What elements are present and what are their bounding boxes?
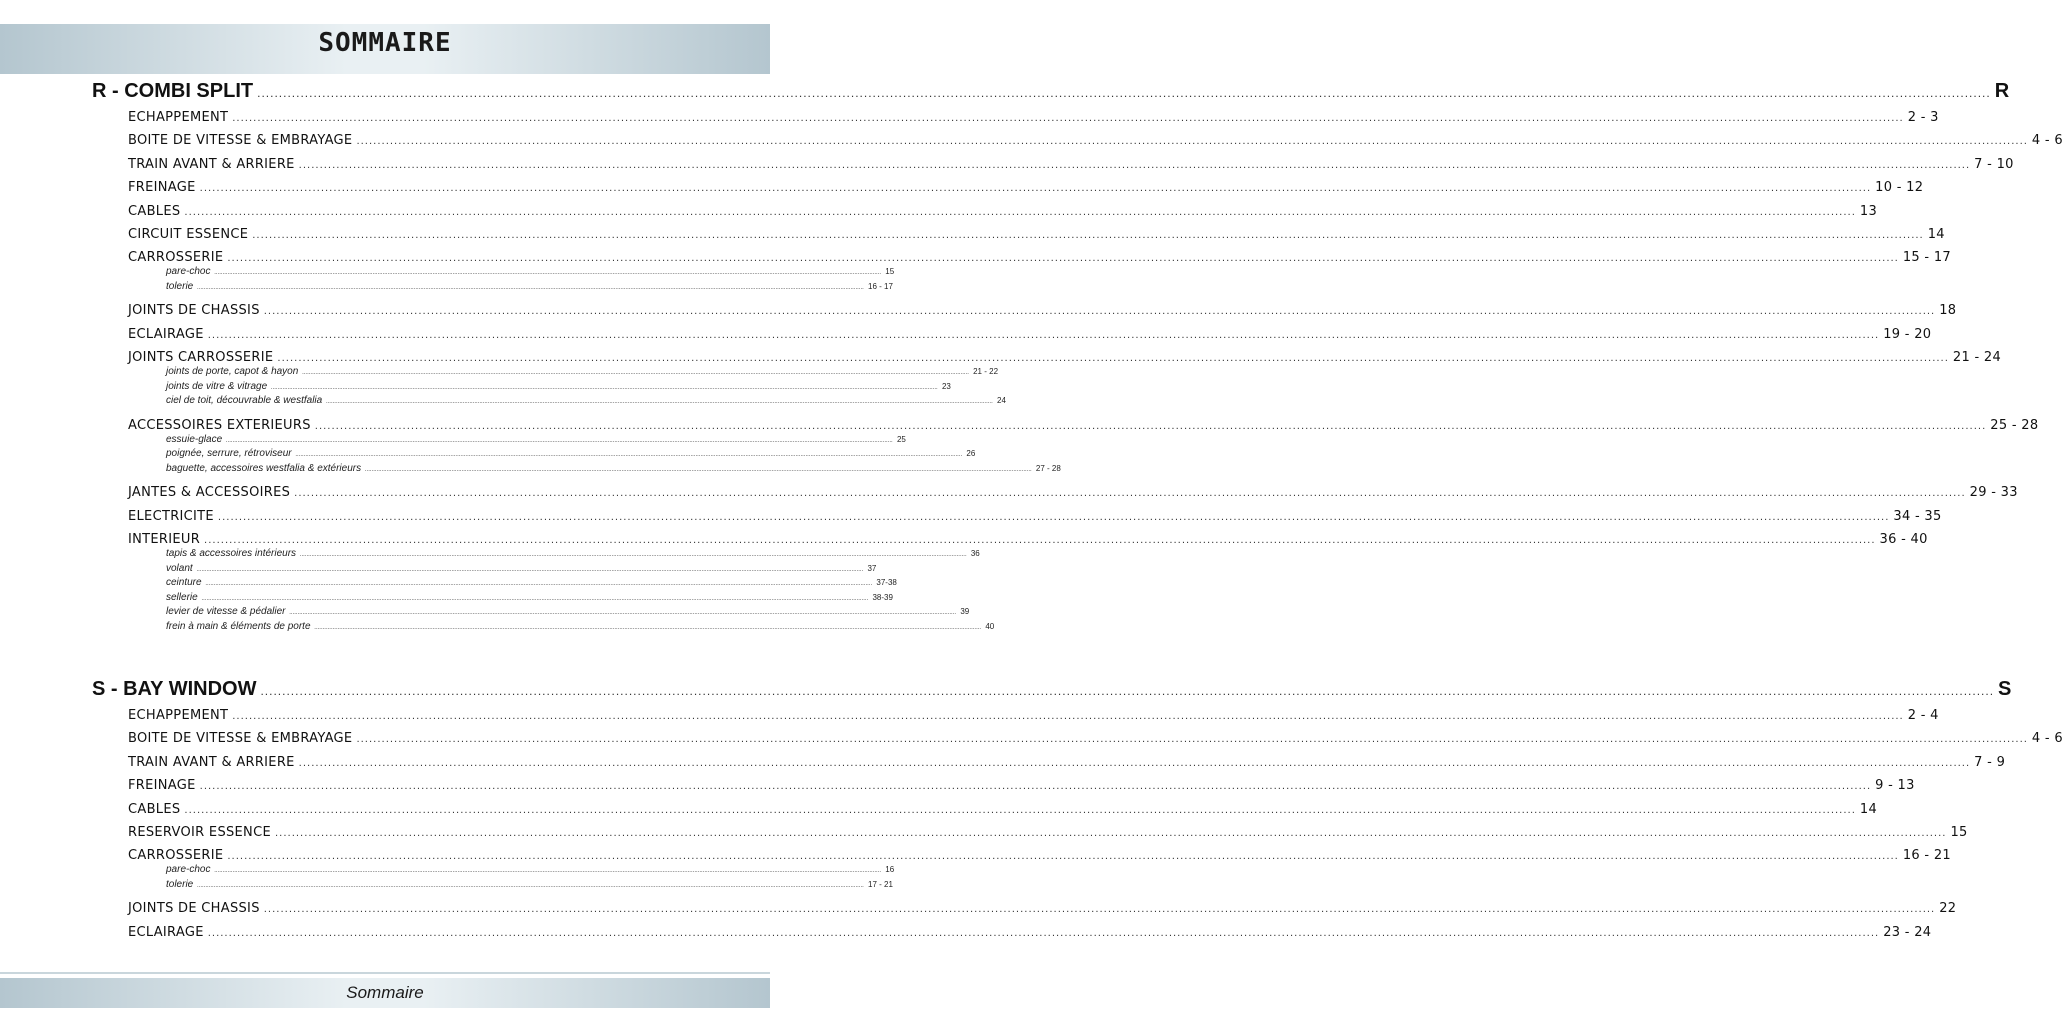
toc-subentry-label: joints de porte, capot & hayon bbox=[166, 366, 299, 378]
toc-entry-page-number: 18 bbox=[1939, 303, 1957, 319]
toc-subentry-page-number: 26 bbox=[966, 449, 976, 459]
toc-entry bbox=[128, 156, 2014, 172]
dot-leader: ................................................................................................................................................................................................................................................................................................................................................................................................................ bbox=[226, 437, 893, 444]
toc-subentry-page-number: 21 - 22 bbox=[973, 367, 999, 377]
dot-leader: ................................................................................................................................................................................................................................................................................................................................................................................................................ bbox=[197, 882, 865, 889]
toc-entry bbox=[128, 110, 1939, 125]
toc-entry-page-number: 29 - 33 bbox=[1969, 485, 2018, 501]
toc-subentry bbox=[166, 462, 1061, 474]
toc-entry-page-number: 15 bbox=[1950, 825, 1968, 840]
toc-subentry bbox=[166, 606, 970, 617]
toc-subentry-label: frein à main & éléments de porte bbox=[166, 620, 311, 632]
toc-entry-label: JOINTS CARROSSERIE bbox=[128, 350, 274, 366]
section-heading-label: S - BAY WINDOW bbox=[92, 678, 257, 700]
toc-entry-label: BOITE DE VITESSE & EMBRAYAGE bbox=[128, 133, 353, 149]
toc-subentry bbox=[166, 433, 906, 445]
dot-leader: ................................................................................................................................................................................................................................................................................................................................................................................................................ bbox=[298, 757, 1971, 769]
toc-entry-page-number: 34 - 35 bbox=[1893, 508, 1942, 524]
dot-leader: ................................................................................................................................................................................................................................................................................................................................................................................................................ bbox=[252, 230, 1924, 241]
toc-subentry-label: poignée, serrure, rétroviseur bbox=[166, 448, 292, 460]
toc-subentry-label: ciel de toit, découvrable & westfalia bbox=[166, 395, 323, 407]
section-heading bbox=[92, 80, 2010, 103]
toc-entry-page-number: 13 bbox=[1859, 203, 1878, 219]
toc-subentry bbox=[166, 380, 951, 392]
toc-subentry bbox=[166, 395, 1006, 407]
dot-leader: ................................................................................................................................................................................................................................................................................................................................................................................................................ bbox=[263, 306, 1936, 318]
section-heading-page-number: S bbox=[1998, 678, 2012, 700]
toc-entry-label: RESERVOIR ESSENCE bbox=[128, 825, 271, 840]
toc-entry-page-number: 10 - 12 bbox=[1875, 180, 1924, 196]
dot-leader: ................................................................................................................................................................................................................................................................................................................................................................................................................ bbox=[298, 159, 1971, 171]
toc-entry bbox=[128, 508, 1942, 524]
toc-entry bbox=[128, 708, 1939, 723]
toc-subentry-label: joints de vitre & vitrage bbox=[166, 380, 268, 392]
toc-entry-label: JOINTS DE CHASSIS bbox=[128, 303, 260, 319]
toc-subentry bbox=[166, 577, 897, 588]
toc-entry bbox=[128, 417, 2039, 433]
toc-subentry bbox=[166, 266, 895, 278]
dot-leader: ................................................................................................................................................................................................................................................................................................................................................................................................................ bbox=[232, 711, 1904, 722]
toc-entry bbox=[128, 901, 1957, 917]
toc-subentry-label: pare-choc bbox=[166, 266, 211, 278]
toc-subentry-label: essuie-glace bbox=[166, 433, 223, 445]
dot-leader: ................................................................................................................................................................................................................................................................................................................................................................................................................ bbox=[356, 734, 2028, 746]
toc-entry bbox=[128, 485, 2018, 501]
dot-leader: ................................................................................................................................................................................................................................................................................................................................................................................................................ bbox=[232, 113, 1904, 124]
dot-leader: ................................................................................................................................................................................................................................................................................................................................................................................................................ bbox=[197, 284, 865, 291]
dot-leader: ................................................................................................................................................................................................................................................................................................................................................................................................................ bbox=[207, 927, 1880, 939]
toc-subentry-label: ceinture bbox=[166, 577, 202, 588]
toc-subentry bbox=[166, 562, 877, 574]
toc-subentry bbox=[166, 548, 980, 559]
dot-leader: ................................................................................................................................................................................................................................................................................................................................................................................................................ bbox=[214, 270, 882, 277]
toc-entry-label: ACCESSOIRES EXTERIEURS bbox=[128, 417, 311, 433]
dot-leader: ................................................................................................................................................................................................................................................................................................................................................................................................................ bbox=[260, 684, 1995, 698]
toc-entry-label: INTERIEUR bbox=[128, 532, 201, 547]
dot-leader: ................................................................................................................................................................................................................................................................................................................................................................................................................ bbox=[289, 610, 957, 616]
toc-entry-page-number: 23 - 24 bbox=[1883, 924, 1932, 940]
toc-subentry-page-number: 23 bbox=[941, 381, 951, 391]
toc-entry-label: ECLAIRAGE bbox=[128, 924, 204, 940]
footer-label: Sommaire bbox=[346, 983, 424, 1002]
toc-entry-page-number: 14 bbox=[1859, 801, 1878, 817]
toc-entry-label: CABLES bbox=[128, 801, 181, 817]
toc-entry-label: ECHAPPEMENT bbox=[128, 110, 229, 125]
toc-entry bbox=[128, 532, 1928, 547]
toc-entry-page-number: 4 - 6 bbox=[2031, 133, 2063, 149]
toc-entry-label: CARROSSERIE bbox=[128, 250, 224, 266]
toc-subentry bbox=[166, 864, 895, 876]
toc-subentry-label: volant bbox=[166, 562, 193, 574]
dot-leader: ................................................................................................................................................................................................................................................................................................................................................................................................................ bbox=[302, 370, 970, 377]
dot-leader: ................................................................................................................................................................................................................................................................................................................................................................................................................ bbox=[326, 399, 993, 406]
dot-leader: ................................................................................................................................................................................................................................................................................................................................................................................................................ bbox=[217, 511, 1890, 523]
dot-leader: ................................................................................................................................................................................................................................................................................................................................................................................................................ bbox=[214, 868, 882, 875]
toc-entry-label: ELECTRICITE bbox=[128, 508, 214, 524]
dot-leader: ................................................................................................................................................................................................................................................................................................................................................................................................................ bbox=[257, 86, 1991, 100]
toc-entry-page-number: 15 - 17 bbox=[1902, 250, 1951, 266]
dot-leader: ................................................................................................................................................................................................................................................................................................................................................................................................................ bbox=[207, 329, 1880, 341]
toc-entry bbox=[128, 250, 1951, 266]
toc-subentry-page-number: 16 - 17 bbox=[868, 281, 893, 291]
dot-leader: ................................................................................................................................................................................................................................................................................................................................................................................................................ bbox=[365, 466, 1032, 473]
dot-leader: ................................................................................................................................................................................................................................................................................................................................................................................................................ bbox=[274, 828, 1947, 839]
toc-entry bbox=[128, 801, 1878, 817]
footer-divider bbox=[0, 972, 770, 974]
toc-entry bbox=[128, 924, 1932, 940]
toc-subentry-page-number: 17 - 21 bbox=[868, 879, 893, 889]
toc-entry bbox=[128, 778, 1915, 794]
toc-entry bbox=[128, 825, 1968, 840]
toc-entry-page-number: 2 - 4 bbox=[1907, 708, 1939, 723]
dot-leader: ................................................................................................................................................................................................................................................................................................................................................................................................................ bbox=[201, 595, 869, 602]
dot-leader: ................................................................................................................................................................................................................................................................................................................................................................................................................ bbox=[199, 183, 1872, 195]
toc-entry bbox=[128, 754, 2006, 770]
toc-subentry-label: pare-choc bbox=[166, 864, 211, 876]
toc-entry-label: ECHAPPEMENT bbox=[128, 708, 229, 723]
toc-entry-page-number: 21 - 24 bbox=[1952, 350, 2002, 366]
toc-entry-page-number: 2 - 3 bbox=[1907, 110, 1939, 125]
toc-subentry bbox=[166, 591, 893, 603]
toc-entry bbox=[128, 731, 2063, 747]
toc-subentry-page-number: 38-39 bbox=[872, 592, 893, 602]
toc-subentry-label: levier de vitesse & pédalier bbox=[166, 606, 286, 617]
toc-subentry-page-number: 40 bbox=[985, 621, 995, 631]
toc-entry bbox=[128, 326, 1932, 342]
toc-subentry-label: sellerie bbox=[166, 591, 198, 603]
toc-entry-label: JOINTS DE CHASSIS bbox=[128, 901, 260, 917]
toc-subentry-page-number: 24 bbox=[997, 396, 1006, 406]
toc-entry bbox=[128, 133, 2063, 149]
dot-leader: ................................................................................................................................................................................................................................................................................................................................................................................................................ bbox=[196, 566, 864, 573]
dot-leader: ................................................................................................................................................................................................................................................................................................................................................................................................................ bbox=[277, 353, 1949, 365]
toc-entry bbox=[128, 180, 1924, 196]
toc-entry-label: BOITE DE VITESSE & EMBRAYAGE bbox=[128, 731, 353, 747]
toc-entry-page-number: 19 - 20 bbox=[1883, 326, 1932, 342]
dot-leader: ................................................................................................................................................................................................................................................................................................................................................................................................................ bbox=[204, 535, 1876, 546]
section-heading bbox=[92, 678, 2012, 701]
toc-subentry-label: tolerie bbox=[166, 280, 194, 292]
dot-leader: ................................................................................................................................................................................................................................................................................................................................................................................................................ bbox=[271, 384, 938, 391]
toc-subentry-page-number: 39 bbox=[960, 607, 970, 616]
toc-entry-label: ECLAIRAGE bbox=[128, 326, 204, 342]
toc-entry-label: TRAIN AVANT & ARRIERE bbox=[128, 754, 295, 770]
dot-leader: ................................................................................................................................................................................................................................................................................................................................................................................................................ bbox=[314, 624, 982, 631]
dot-leader: ................................................................................................................................................................................................................................................................................................................................................................................................................ bbox=[294, 488, 1966, 500]
toc-subentry bbox=[166, 878, 893, 890]
toc-entry-page-number: 36 - 40 bbox=[1879, 532, 1928, 547]
toc-subentry bbox=[166, 620, 995, 632]
toc-entry-page-number: 22 bbox=[1939, 901, 1957, 917]
toc-subentry-label: tolerie bbox=[166, 878, 194, 890]
toc-subentry-page-number: 16 bbox=[885, 865, 895, 875]
dot-leader: ................................................................................................................................................................................................................................................................................................................................................................................................................ bbox=[205, 581, 873, 587]
toc-entry-page-number: 16 - 21 bbox=[1902, 848, 1951, 864]
toc-entry-page-number: 25 - 28 bbox=[1990, 417, 2039, 433]
dot-leader: ................................................................................................................................................................................................................................................................................................................................................................................................................ bbox=[199, 781, 1872, 793]
dot-leader: ................................................................................................................................................................................................................................................................................................................................................................................................................ bbox=[263, 904, 1936, 916]
toc-entry-label: CABLES bbox=[128, 203, 181, 219]
toc-entry-page-number: 14 bbox=[1927, 227, 1945, 242]
dot-leader: ................................................................................................................................................................................................................................................................................................................................................................................................................ bbox=[295, 452, 963, 459]
toc-entry bbox=[128, 227, 1945, 242]
toc-subentry-label: baguette, accessoires westfalia & extérieurs bbox=[166, 462, 362, 474]
toc-entry-label: TRAIN AVANT & ARRIERE bbox=[128, 156, 295, 172]
toc-subentry-page-number: 25 bbox=[896, 434, 906, 444]
toc-entry bbox=[128, 848, 1951, 864]
toc-entry-page-number: 4 - 6 bbox=[2031, 731, 2063, 747]
toc-subentry-label: tapis & accessoires intérieurs bbox=[166, 548, 297, 559]
dot-leader: ................................................................................................................................................................................................................................................................................................................................................................................................................ bbox=[227, 253, 1899, 265]
toc-subentry-page-number: 37-38 bbox=[876, 578, 897, 587]
toc-entry-label: FREINAGE bbox=[128, 778, 196, 794]
dot-leader: ................................................................................................................................................................................................................................................................................................................................................................................................................ bbox=[314, 420, 1987, 432]
toc-subentry-page-number: 27 - 28 bbox=[1035, 463, 1061, 473]
dot-leader: ................................................................................................................................................................................................................................................................................................................................................................................................................ bbox=[227, 851, 1899, 863]
toc-subentry-page-number: 36 bbox=[970, 549, 980, 558]
toc-subentry bbox=[166, 280, 893, 292]
toc-entry bbox=[128, 303, 1957, 319]
dot-leader: ................................................................................................................................................................................................................................................................................................................................................................................................................ bbox=[356, 136, 2028, 148]
section-heading-label: R - COMBI SPLIT bbox=[92, 80, 254, 102]
toc-entry-page-number: 7 - 9 bbox=[1974, 754, 2006, 770]
dot-leader: ................................................................................................................................................................................................................................................................................................................................................................................................................ bbox=[184, 804, 1856, 816]
toc-entry-page-number: 7 - 10 bbox=[1974, 156, 2014, 172]
toc-subentry-page-number: 15 bbox=[885, 267, 895, 277]
toc-entry-label: CARROSSERIE bbox=[128, 848, 224, 864]
section-heading-page-number: R bbox=[1994, 80, 2010, 102]
toc-subentry bbox=[166, 366, 999, 378]
toc-entry bbox=[128, 350, 2002, 366]
toc-entry-label: JANTES & ACCESSOIRES bbox=[128, 485, 291, 501]
dot-leader: ................................................................................................................................................................................................................................................................................................................................................................................................................ bbox=[300, 552, 967, 558]
toc-subentry-page-number: 37 bbox=[867, 563, 877, 573]
page-title: SOMMAIRE bbox=[318, 28, 452, 58]
toc-entry-label: CIRCUIT ESSENCE bbox=[128, 227, 249, 242]
toc-subentry bbox=[166, 448, 976, 460]
toc-entry-label: FREINAGE bbox=[128, 180, 196, 196]
toc-entry bbox=[128, 203, 1878, 219]
toc-entry-page-number: 9 - 13 bbox=[1875, 778, 1915, 794]
dot-leader: ................................................................................................................................................................................................................................................................................................................................................................................................................ bbox=[184, 206, 1856, 218]
